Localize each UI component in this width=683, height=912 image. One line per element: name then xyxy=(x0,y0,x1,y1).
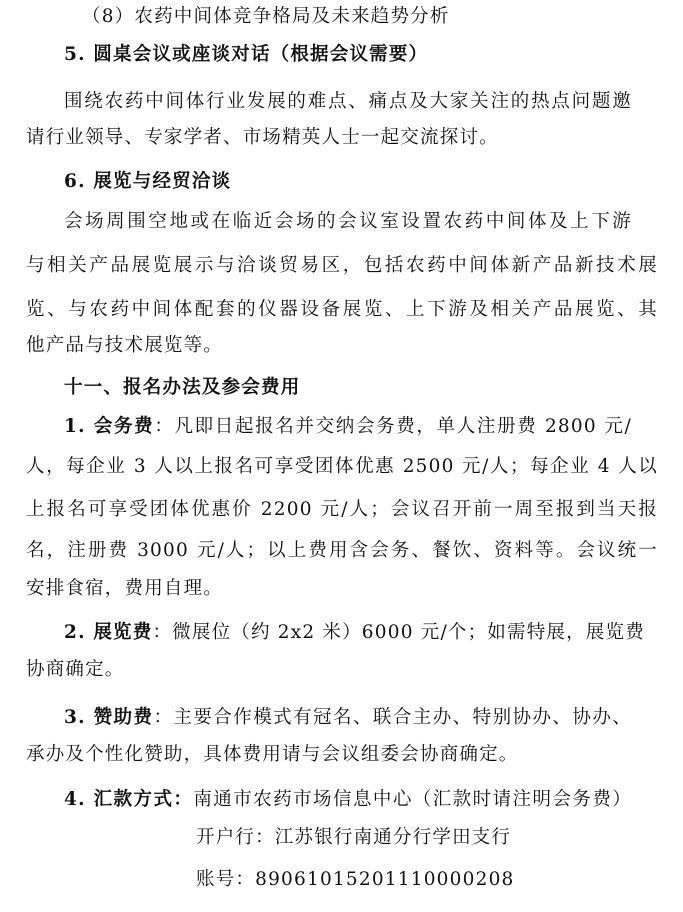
fee-4-label: 4. 汇款方式： xyxy=(64,789,194,810)
section-6-heading: 6. 展览与经贸洽谈 xyxy=(64,171,232,192)
paragraph-line: 人，每企业 3 人以上报名可享受团体优惠 2500 元/人；每企业 4 人以 xyxy=(26,456,658,477)
fee-2-first-line xyxy=(64,619,645,647)
paragraph-line: 请行业领导、专家学者、市场精英人士一起交流探讨。 xyxy=(26,127,499,148)
fee-3-text: ：主要合作模式有冠名、联合主办、特别协办、协办、 xyxy=(153,707,632,728)
bank-line: 开户行：江苏银行南通分行学田支行 xyxy=(196,827,512,848)
fee-3-label: 3. 赞助费 xyxy=(64,707,154,728)
account-line: 账号：89061015201110000208 xyxy=(196,869,515,890)
section-11-heading: 十一、报名办法及参会费用 xyxy=(64,377,301,398)
paragraph-line: 名，注册费 3000 元/人；以上费用含会务、餐饮、资料等。会议统一 xyxy=(26,540,658,561)
fee-4-text: 南通市农药市场信息中心（汇款时请注明会务费） xyxy=(193,789,632,810)
fee-1-text: ：凡即日起报名并交纳会务费，单人注册费 2800 元/ xyxy=(154,416,632,437)
paragraph-line: 承办及个性化赞助，具体费用请与会议组委会协商确定。 xyxy=(26,744,519,765)
paragraph-line: 围绕农药中间体行业发展的难点、痛点及大家关注的热点问题邀 xyxy=(64,91,632,112)
fee-2-label: 2. 展览费 xyxy=(64,622,153,643)
item-8-line: （8）农药中间体竞争格局及未来趋势分析 xyxy=(82,6,450,27)
paragraph-line: 安排食宿，费用自理。 xyxy=(26,578,224,599)
fee-3-first-line xyxy=(64,704,632,732)
paragraph-line: 与相关产品展览展示与洽谈贸易区，包括农药中间体新产品新技术展 xyxy=(26,255,658,276)
fee-2-text: ：微展位（约 2x2 米）6000 元/个；如需特展，展览费 xyxy=(152,622,645,643)
fee-4-first-line xyxy=(64,786,632,814)
paragraph-line: 会场周围空地或在临近会场的会议室设置农药中间体及上下游 xyxy=(64,211,632,232)
paragraph-line: 他产品与技术展览等。 xyxy=(26,335,224,356)
fee-1-first-line xyxy=(64,413,632,441)
paragraph-line: 协商确定。 xyxy=(26,659,125,680)
fee-1-label: 1. 会务费 xyxy=(64,416,155,437)
paragraph-line: 上报名可享受团体优惠价 2200 元/人；会议召开前一周至报到当天报 xyxy=(26,499,658,520)
paragraph-line: 览、与农药中间体配套的仪器设备展览、上下游及相关产品展览、其 xyxy=(26,299,658,320)
section-5-heading: 5. 圆桌会议或座谈对话（根据会议需要） xyxy=(64,44,429,65)
